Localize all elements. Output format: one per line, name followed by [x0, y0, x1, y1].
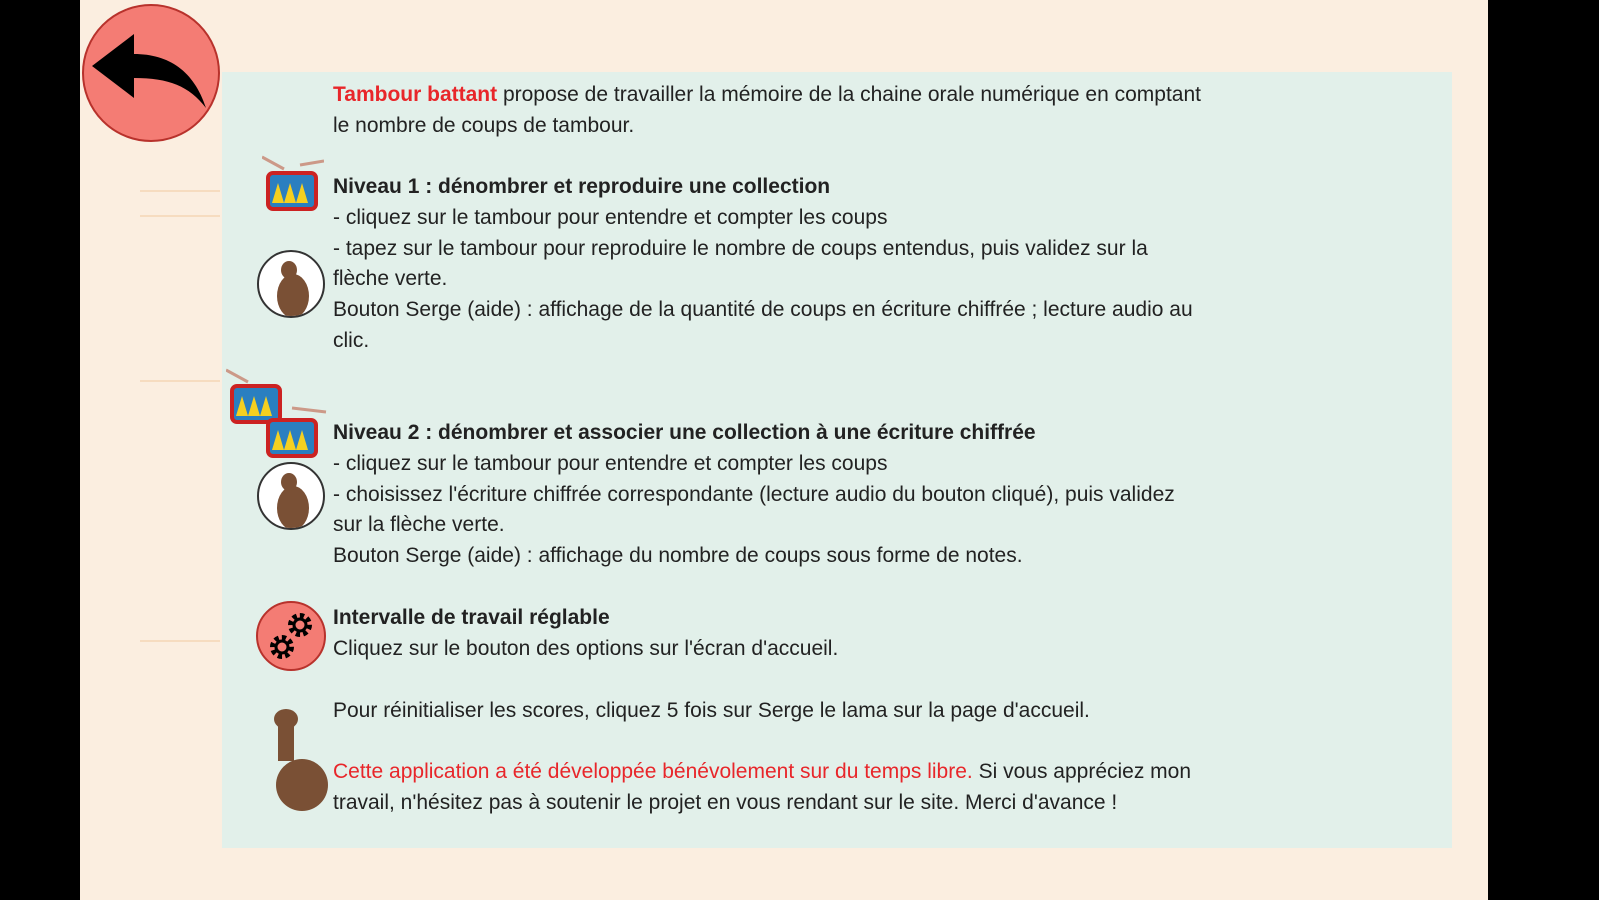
interval-heading: Intervalle de travail réglable: [333, 606, 610, 629]
decor-line: [140, 380, 220, 382]
drum-icon: [262, 155, 324, 215]
decor-line: [140, 215, 220, 217]
level1-heading: Niveau 1 : dénombrer et reproduire une collection: [333, 175, 831, 198]
back-arrow-icon: [84, 6, 218, 140]
level1-line: Bouton Serge (aide) : affichage de la quantité de coups en écriture chiffrée ; lecture audio au: [333, 298, 1193, 321]
serge-llama-icon: [266, 705, 330, 813]
level1-line: - cliquez sur le tambour pour entendre et compter les coups: [333, 206, 888, 229]
serge-help-icon: [257, 462, 325, 530]
intro-line-2: le nombre de coups de tambour.: [333, 114, 635, 137]
serge-help-icon: [257, 250, 325, 318]
level2-line: Bouton Serge (aide) : affichage du nombre de coups sous forme de notes.: [333, 544, 1023, 567]
decor-line: [140, 190, 220, 192]
level2-line: - cliquez sur le tambour pour entendre et compter les coups: [333, 452, 888, 475]
level2-line: - choisissez l'écriture chiffrée correspondante (lecture audio du bouton cliqué), puis validez: [333, 483, 1175, 506]
support-line: [333, 760, 1191, 784]
app-name: Tambour battant: [333, 83, 498, 106]
level2-line: sur la flèche verte.: [333, 513, 505, 536]
support-text: Si vous appréciez mon: [972, 760, 1192, 783]
interval-line: Cliquez sur le bouton des options sur l'écran d'accueil.: [333, 637, 839, 660]
drum-icon: [262, 402, 328, 462]
intro-text: propose de travailler la mémoire de la chaine orale numérique en comptant: [497, 83, 1201, 106]
level1-line: clic.: [333, 329, 370, 352]
level1-line: flèche verte.: [333, 267, 448, 290]
support-red-text: Cette application a été développée bénévolement sur du temps libre.: [333, 760, 973, 783]
level1-line: - tapez sur le tambour pour reproduire le nombre de coups entendus, puis validez sur la: [333, 237, 1148, 260]
back-button[interactable]: [82, 4, 220, 142]
reset-text: Pour réinitialiser les scores, cliquez 5 fois sur Serge le lama sur la page d'accueil.: [333, 699, 1090, 722]
level2-heading: Niveau 2 : dénombrer et associer une collection à une écriture chiffrée: [333, 421, 1036, 444]
decor-line: [140, 640, 220, 642]
options-gears-icon: [256, 601, 326, 671]
intro-line: [333, 83, 1201, 107]
support-line-2: travail, n'hésitez pas à soutenir le projet en vous rendant sur le site. Merci d'avance !: [333, 791, 1118, 814]
